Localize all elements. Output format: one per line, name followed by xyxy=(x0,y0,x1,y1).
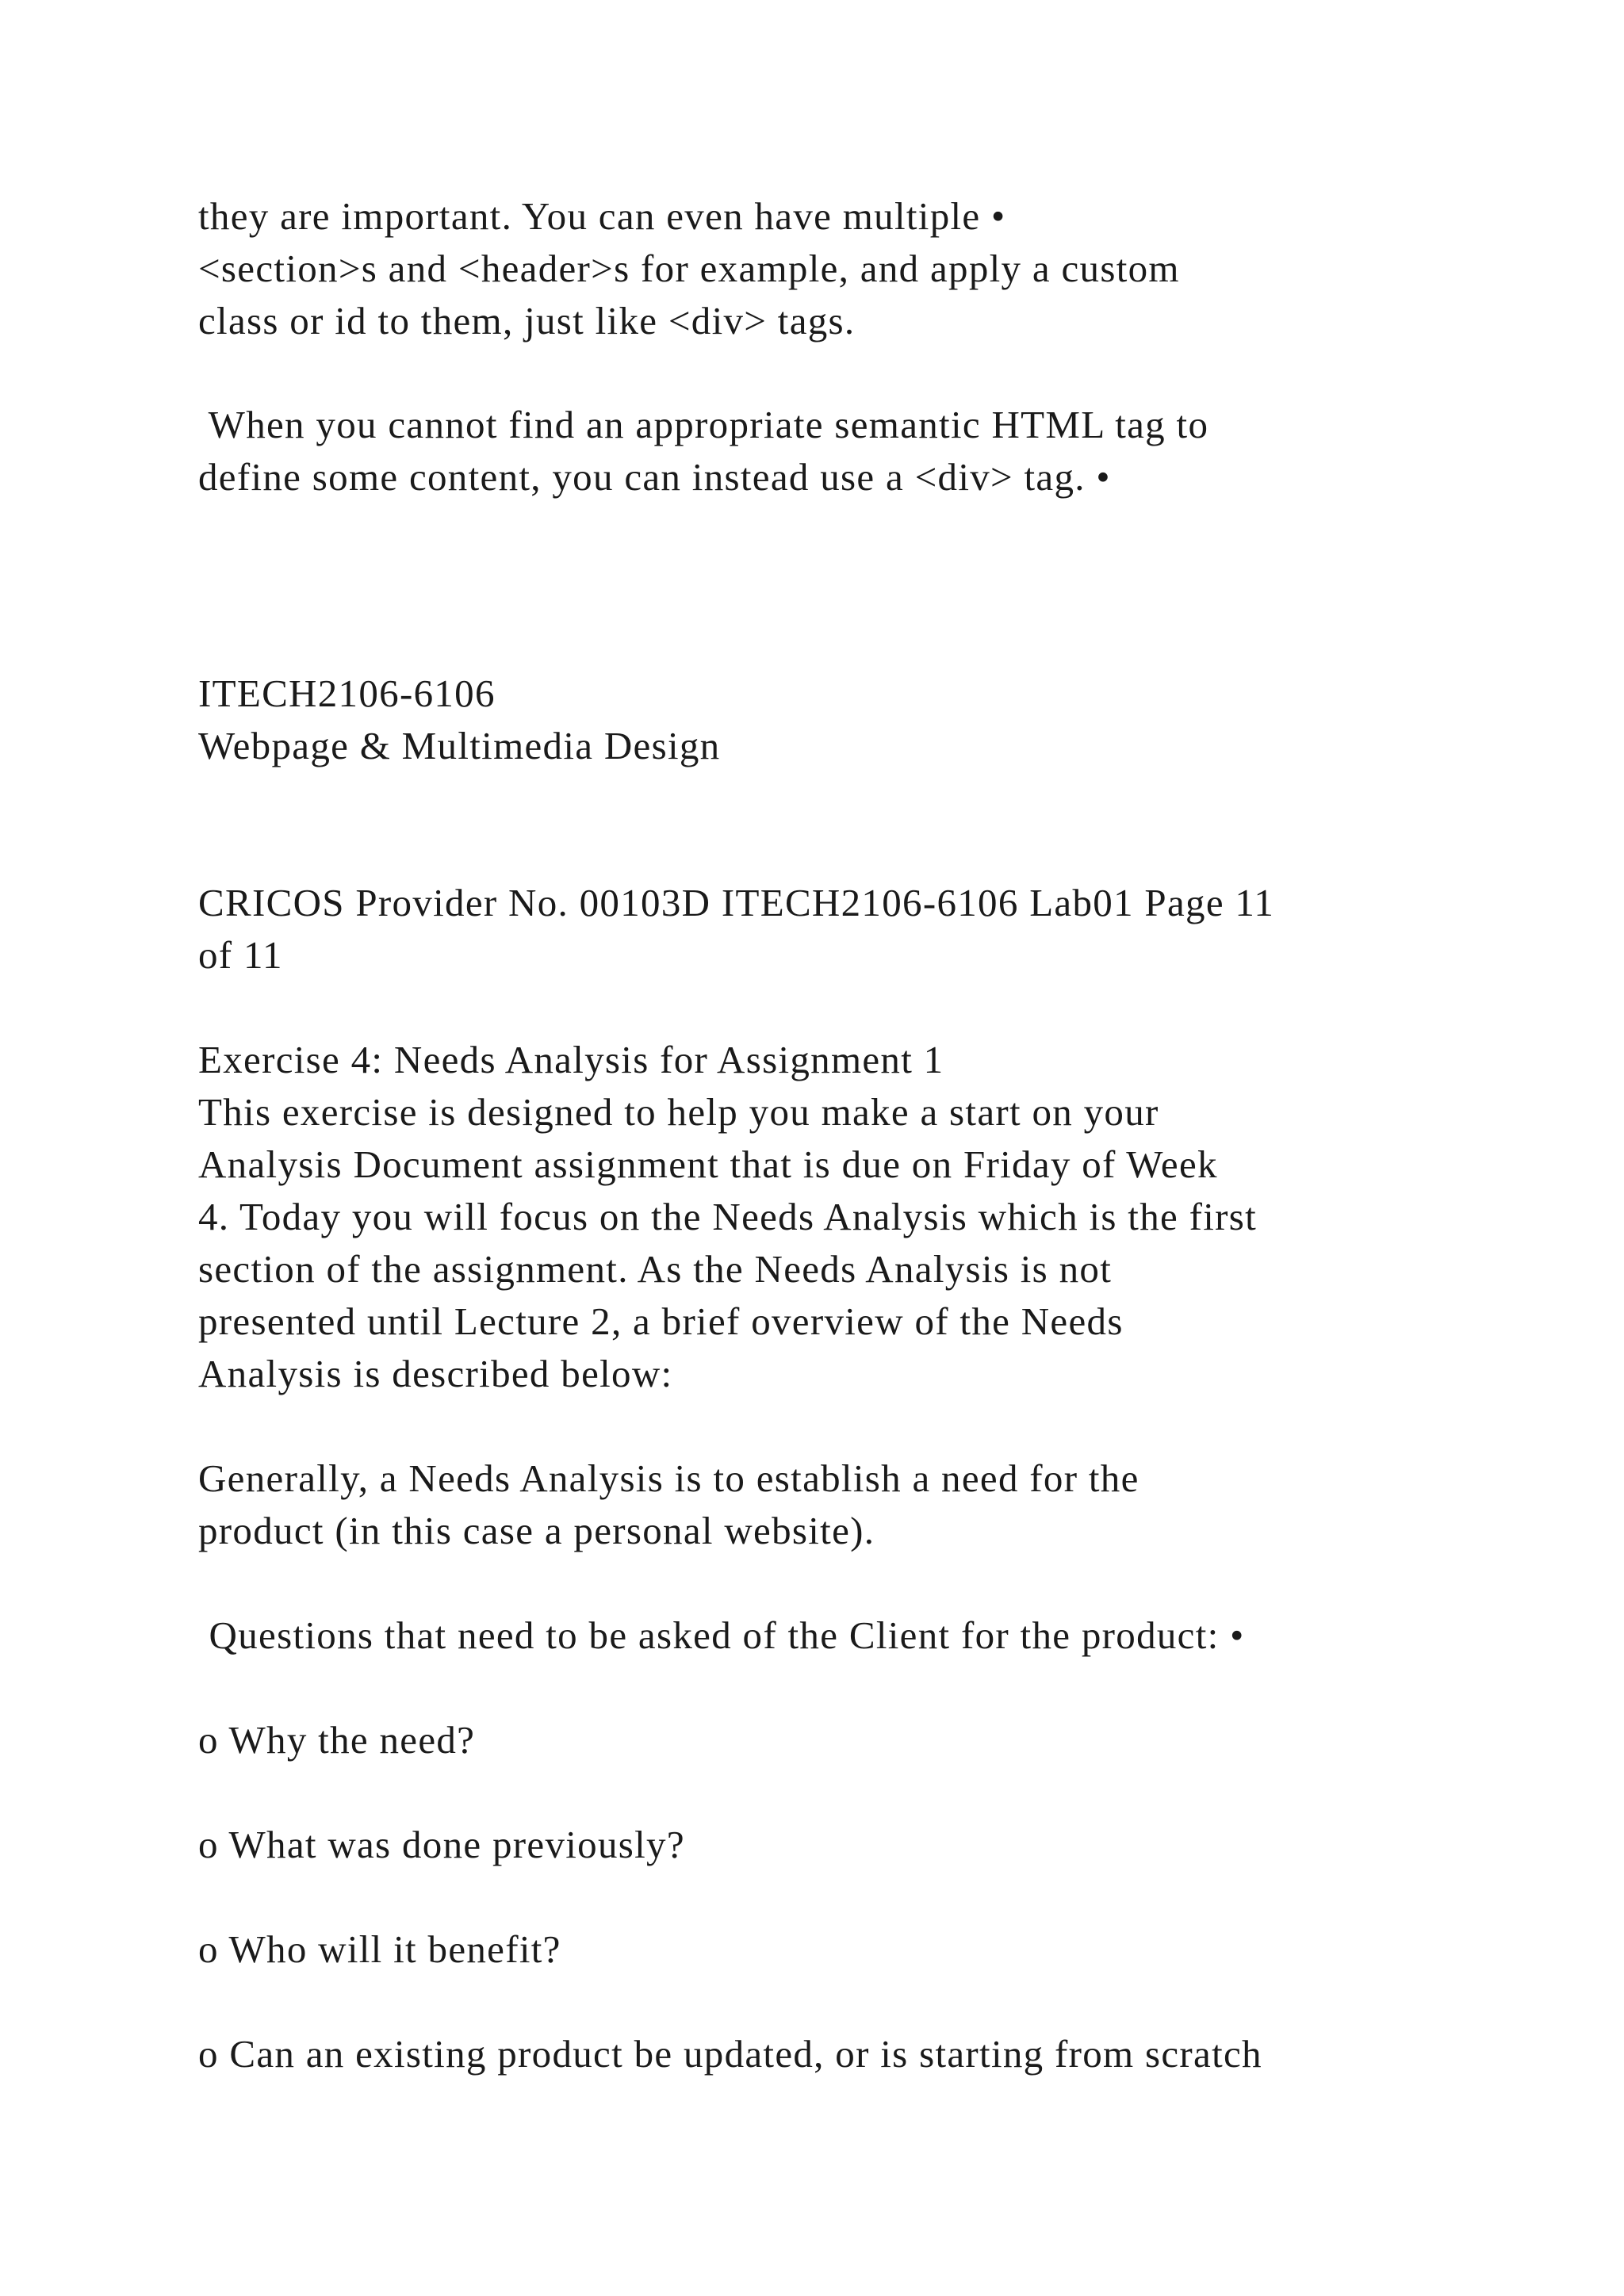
text-line: Analysis Document assignment that is due on Friday of Week xyxy=(198,1142,1218,1186)
text-line: This exercise is designed to help you make a start on your xyxy=(198,1090,1159,1134)
text-line: define some content, you can instead use a <div> tag. • xyxy=(198,455,1111,499)
text-line: they are important. You can even have multiple • xyxy=(198,194,1006,238)
course-title: Webpage & Multimedia Design xyxy=(198,724,721,767)
text-line: Analysis is described below: xyxy=(198,1352,673,1395)
text-line: section of the assignment. As the Needs Analysis is not xyxy=(198,1247,1113,1291)
text-line: class or id to them, just like <div> tags. xyxy=(198,299,856,342)
text-line: <section>s and <header>s for example, and apply a custom xyxy=(198,247,1180,290)
exercise-heading: Exercise 4: Needs Analysis for Assignment 1 xyxy=(198,1038,944,1081)
page-footer: CRICOS Provider No. 00103D ITECH2106-6106 Lab01 Page 11 xyxy=(198,881,1275,924)
page-footer: of 11 xyxy=(198,933,283,977)
text-line: 4. Today you will focus on the Needs Analysis which is the first xyxy=(198,1195,1258,1238)
list-item: o Who will it benefit? xyxy=(198,1927,561,1971)
text-line: Questions that need to be asked of the Client for the product: • xyxy=(198,1613,1245,1657)
text-line: When you cannot find an appropriate semantic HTML tag to xyxy=(198,403,1209,446)
list-item: o Can an existing product be updated, or is starting from scratch xyxy=(198,2032,1262,2076)
course-code: ITECH2106-6106 xyxy=(198,672,496,715)
text-line: product (in this case a personal website). xyxy=(198,1509,875,1552)
list-item: o Why the need? xyxy=(198,1718,476,1762)
list-item: o What was done previously? xyxy=(198,1823,685,1866)
text-line: Generally, a Needs Analysis is to establish a need for the xyxy=(198,1456,1139,1500)
text-line: presented until Lecture 2, a brief overview of the Needs xyxy=(198,1299,1124,1343)
